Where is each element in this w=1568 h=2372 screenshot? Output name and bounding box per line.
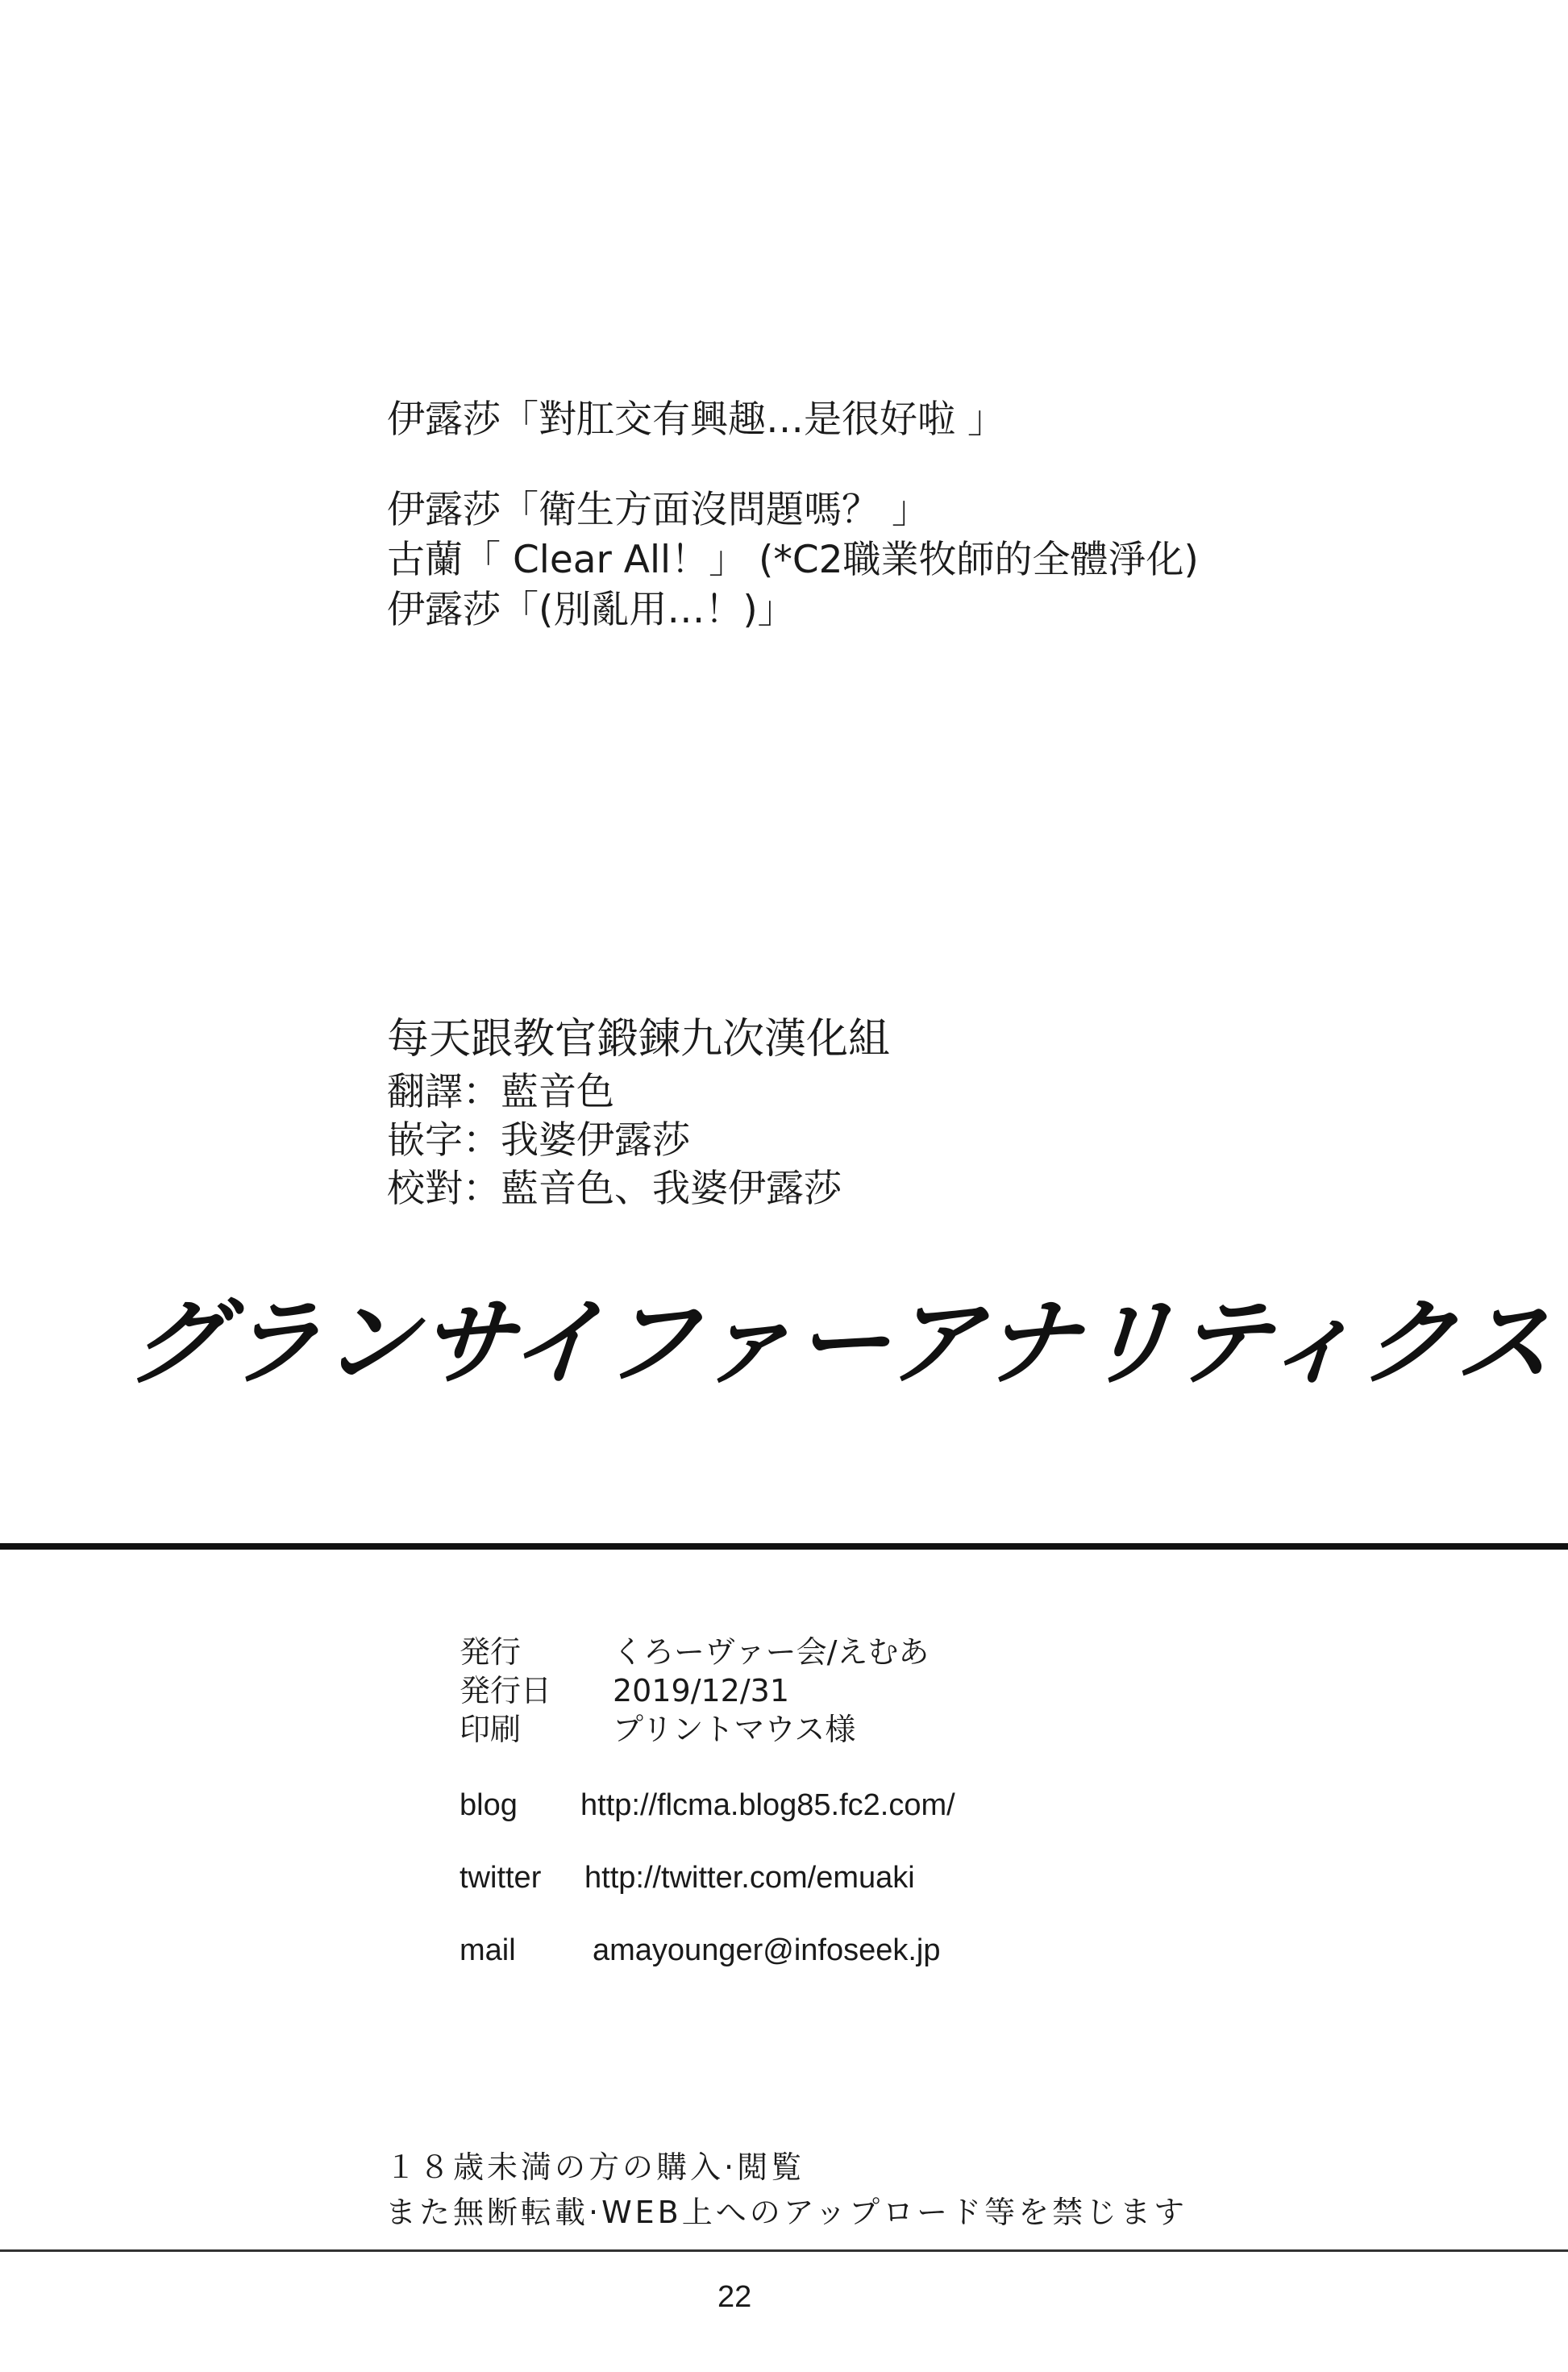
credit-typesetting: 嵌字：我婆伊露莎 [387, 1118, 690, 1163]
blog-label: blog [460, 1788, 518, 1822]
publisher-label: 発行 [460, 1634, 522, 1670]
colophon-printer-row [460, 1710, 929, 1749]
age-notice-line-2: また無断転載·WEB上へのアップロード等を禁じます [385, 2195, 1188, 2230]
mail-row [460, 1933, 955, 2006]
colophon [460, 1633, 929, 1749]
colophon-publisher-row [460, 1633, 929, 1671]
mail-address: amayounger@infoseek.jp [593, 1933, 941, 1967]
translation-credits [387, 1012, 890, 1213]
dialogue-line-4: 伊露莎「(別亂用…！)」 [387, 588, 796, 632]
dialogue-line-1: 伊露莎「對肛交有興趣…是很好啦 」 [387, 397, 1005, 442]
twitter-url: http://twitter.com/emuaki [584, 1861, 915, 1895]
twitter-row [460, 1861, 955, 1933]
dialogue-line-2: 伊露莎「衛生方面沒問題嗎？ 」 [387, 488, 930, 532]
date-value: 2019/12/31 [613, 1673, 790, 1708]
twitter-label: twitter [460, 1861, 542, 1895]
dialogue-line-3: 古蘭「 Clear All！」 (*C2職業牧師的全體淨化) [387, 538, 1199, 582]
blog-url: http://flcma.blog85.fc2.com/ [580, 1788, 955, 1822]
dialogue-gap [387, 445, 1199, 485]
book-title: グランサイファーアナリティクス [125, 1287, 1558, 1398]
credit-proofreading: 校對：藍音色、我婆伊露莎 [387, 1167, 842, 1211]
translation-group-name: 每天跟教官鍛鍊九次漢化組 [387, 1015, 891, 1063]
contact-links [460, 1788, 955, 2006]
age-notice-line-1: １８歳未満の方の購入·閲覧 [385, 2149, 805, 2185]
publisher-value: くろーヴァー会/えむあ [613, 1634, 930, 1670]
colophon-date-row [460, 1671, 929, 1710]
dialogue-block [387, 395, 1199, 635]
mail-label: mail [460, 1933, 516, 1967]
blog-row [460, 1788, 955, 1861]
printer-value: プリントマウス様 [613, 1712, 856, 1747]
credit-translation: 翻譯：藍音色 [387, 1070, 614, 1114]
divider-rule [0, 1543, 1568, 1550]
date-label: 発行日 [460, 1673, 552, 1708]
age-notice [385, 2145, 1187, 2235]
printer-label: 印刷 [460, 1712, 522, 1747]
bottom-divider [0, 2249, 1568, 2252]
page-number: 22 [717, 2280, 752, 2314]
